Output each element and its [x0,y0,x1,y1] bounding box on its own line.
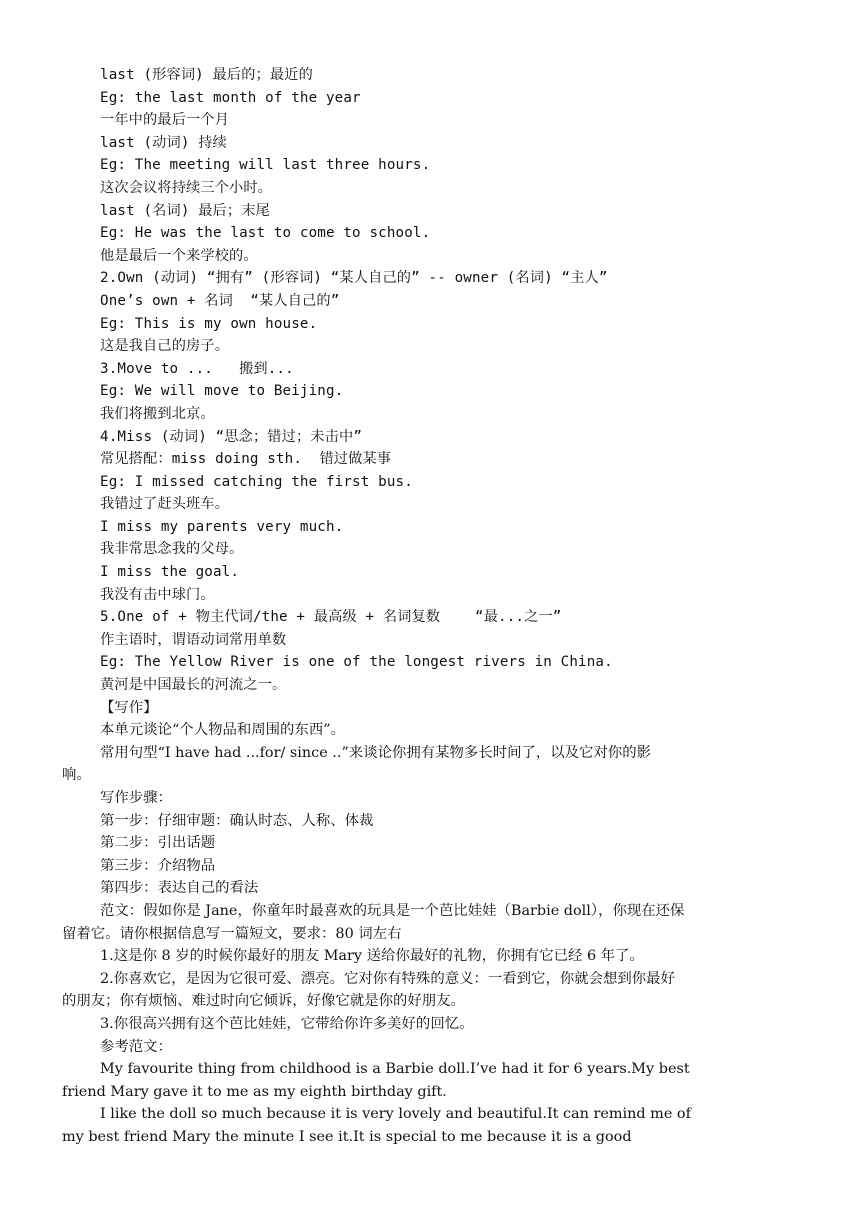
text-line: friend Mary gave it to me as my eighth birthday gift. [62,1083,447,1100]
text-line: 2.你喜欢它，是因为它很可爱、漂亮。它对你有特殊的意义：一看到它，你就会想到你最好 [100,970,675,987]
text-line: 5.One of + 物主代词/the + 最高级 + 名词复数 “最...之一” [100,609,562,626]
text-line: 这是我自己的房子。 [100,338,230,355]
text-line: 本单元谈论“个人物品和周围的东西”。 [100,722,345,739]
text-line: I like the doll so much because it is very lovely and beautiful.It can remind me of [100,1106,691,1123]
text-line: 这次会议将持续三个小时。 [100,179,273,196]
text-line: 我们将搬到北京。 [100,405,215,422]
text-line: Eg: This is my own house. [100,315,318,332]
text-line: Eg: We will move to Beijing. [100,383,344,400]
text-line: 写作步骤： [100,790,172,806]
text-line: 常见搭配：miss doing sth. 错过做某事 [100,451,392,468]
text-line: One’s own + 名词 “某人自己的” [100,292,340,309]
text-line: 第四步：表达自己的看法 [100,880,259,897]
text-line: 作主语时，谓语动词常用单数 [100,631,287,648]
text-line: my best friend Mary the minute I see it.It is special to me because it is a good [62,1128,632,1145]
text-line: Eg: He was the last to come to school. [100,225,431,242]
text-line: 黄河是中国最长的河流之一。 [100,677,287,694]
text-line: 第一步：仔细审题：确认时态、人称、体裁 [100,812,374,829]
text-line: I miss the goal. [100,564,240,581]
text-line: 我没有击中球门。 [100,586,215,603]
text-line: Eg: The Yellow River is one of the longest rivers in China. [100,654,613,671]
text-line: 3.Move to ... 搬到... [100,360,294,377]
text-line: 的朋友；你有烦恼、难过时向它倾诉，好像它就是你的好朋友。 [62,993,465,1010]
text-line: 第三步：介绍物品 [100,857,216,874]
text-line: last (形容词) 最后的；最近的 [100,67,313,83]
text-line: 1.这是你 8 岁的时候你最好的朋友 Mary 送给你最好的礼物，你拥有它已经 6 年了。 [100,948,644,965]
document-body [62,64,802,1149]
text-line: 4.Miss (动词) “思念；错过；未击中” [100,428,363,445]
text-line: Eg: I missed catching the first bus. [100,473,413,490]
text-line: 响。 [62,767,91,784]
text-line: 一年中的最后一个月 [100,112,230,129]
text-line: 常用句型“I have had ...for/ since ..”来谈论你拥有某物多长时间了，以及它对你的影 [100,744,652,761]
text-line: 留着它。请你根据信息写一篇短文，要求：80 词左右 [62,925,402,942]
text-line: last (名词) 最后；末尾 [100,202,270,219]
text-line: 第二步：引出话题 [100,835,216,852]
text-line: 范文：假如你是 Jane，你童年时最喜欢的玩具是一个芭比娃娃（Barbie doll），你现在还保 [100,902,685,919]
text-line: 他是最后一个来学校的。 [100,247,258,264]
text-line: 我非常思念我的父母。 [100,541,244,558]
text-line: I miss my parents very much. [100,518,344,535]
text-line: 参考范文： [100,1038,172,1055]
text-line: Eg: The meeting will last three hours. [100,157,431,174]
text-line: last (动词) 持续 [100,134,227,151]
text-line: My favourite thing from childhood is a Barbie doll.I’ve had it for 6 years.My best [100,1061,690,1078]
text-line: 我错过了赶头班车。 [100,496,230,513]
section-heading-writing: 【写作】 [100,699,158,716]
text-line: 2.Own (动词) “拥有” (形容词) “某人自己的” -- owner (名词) “主人” [100,270,608,287]
text-line: 3.你很高兴拥有这个芭比娃娃，它带给你许多美好的回忆。 [100,1015,474,1032]
text-line: Eg: the last month of the year [100,89,361,106]
